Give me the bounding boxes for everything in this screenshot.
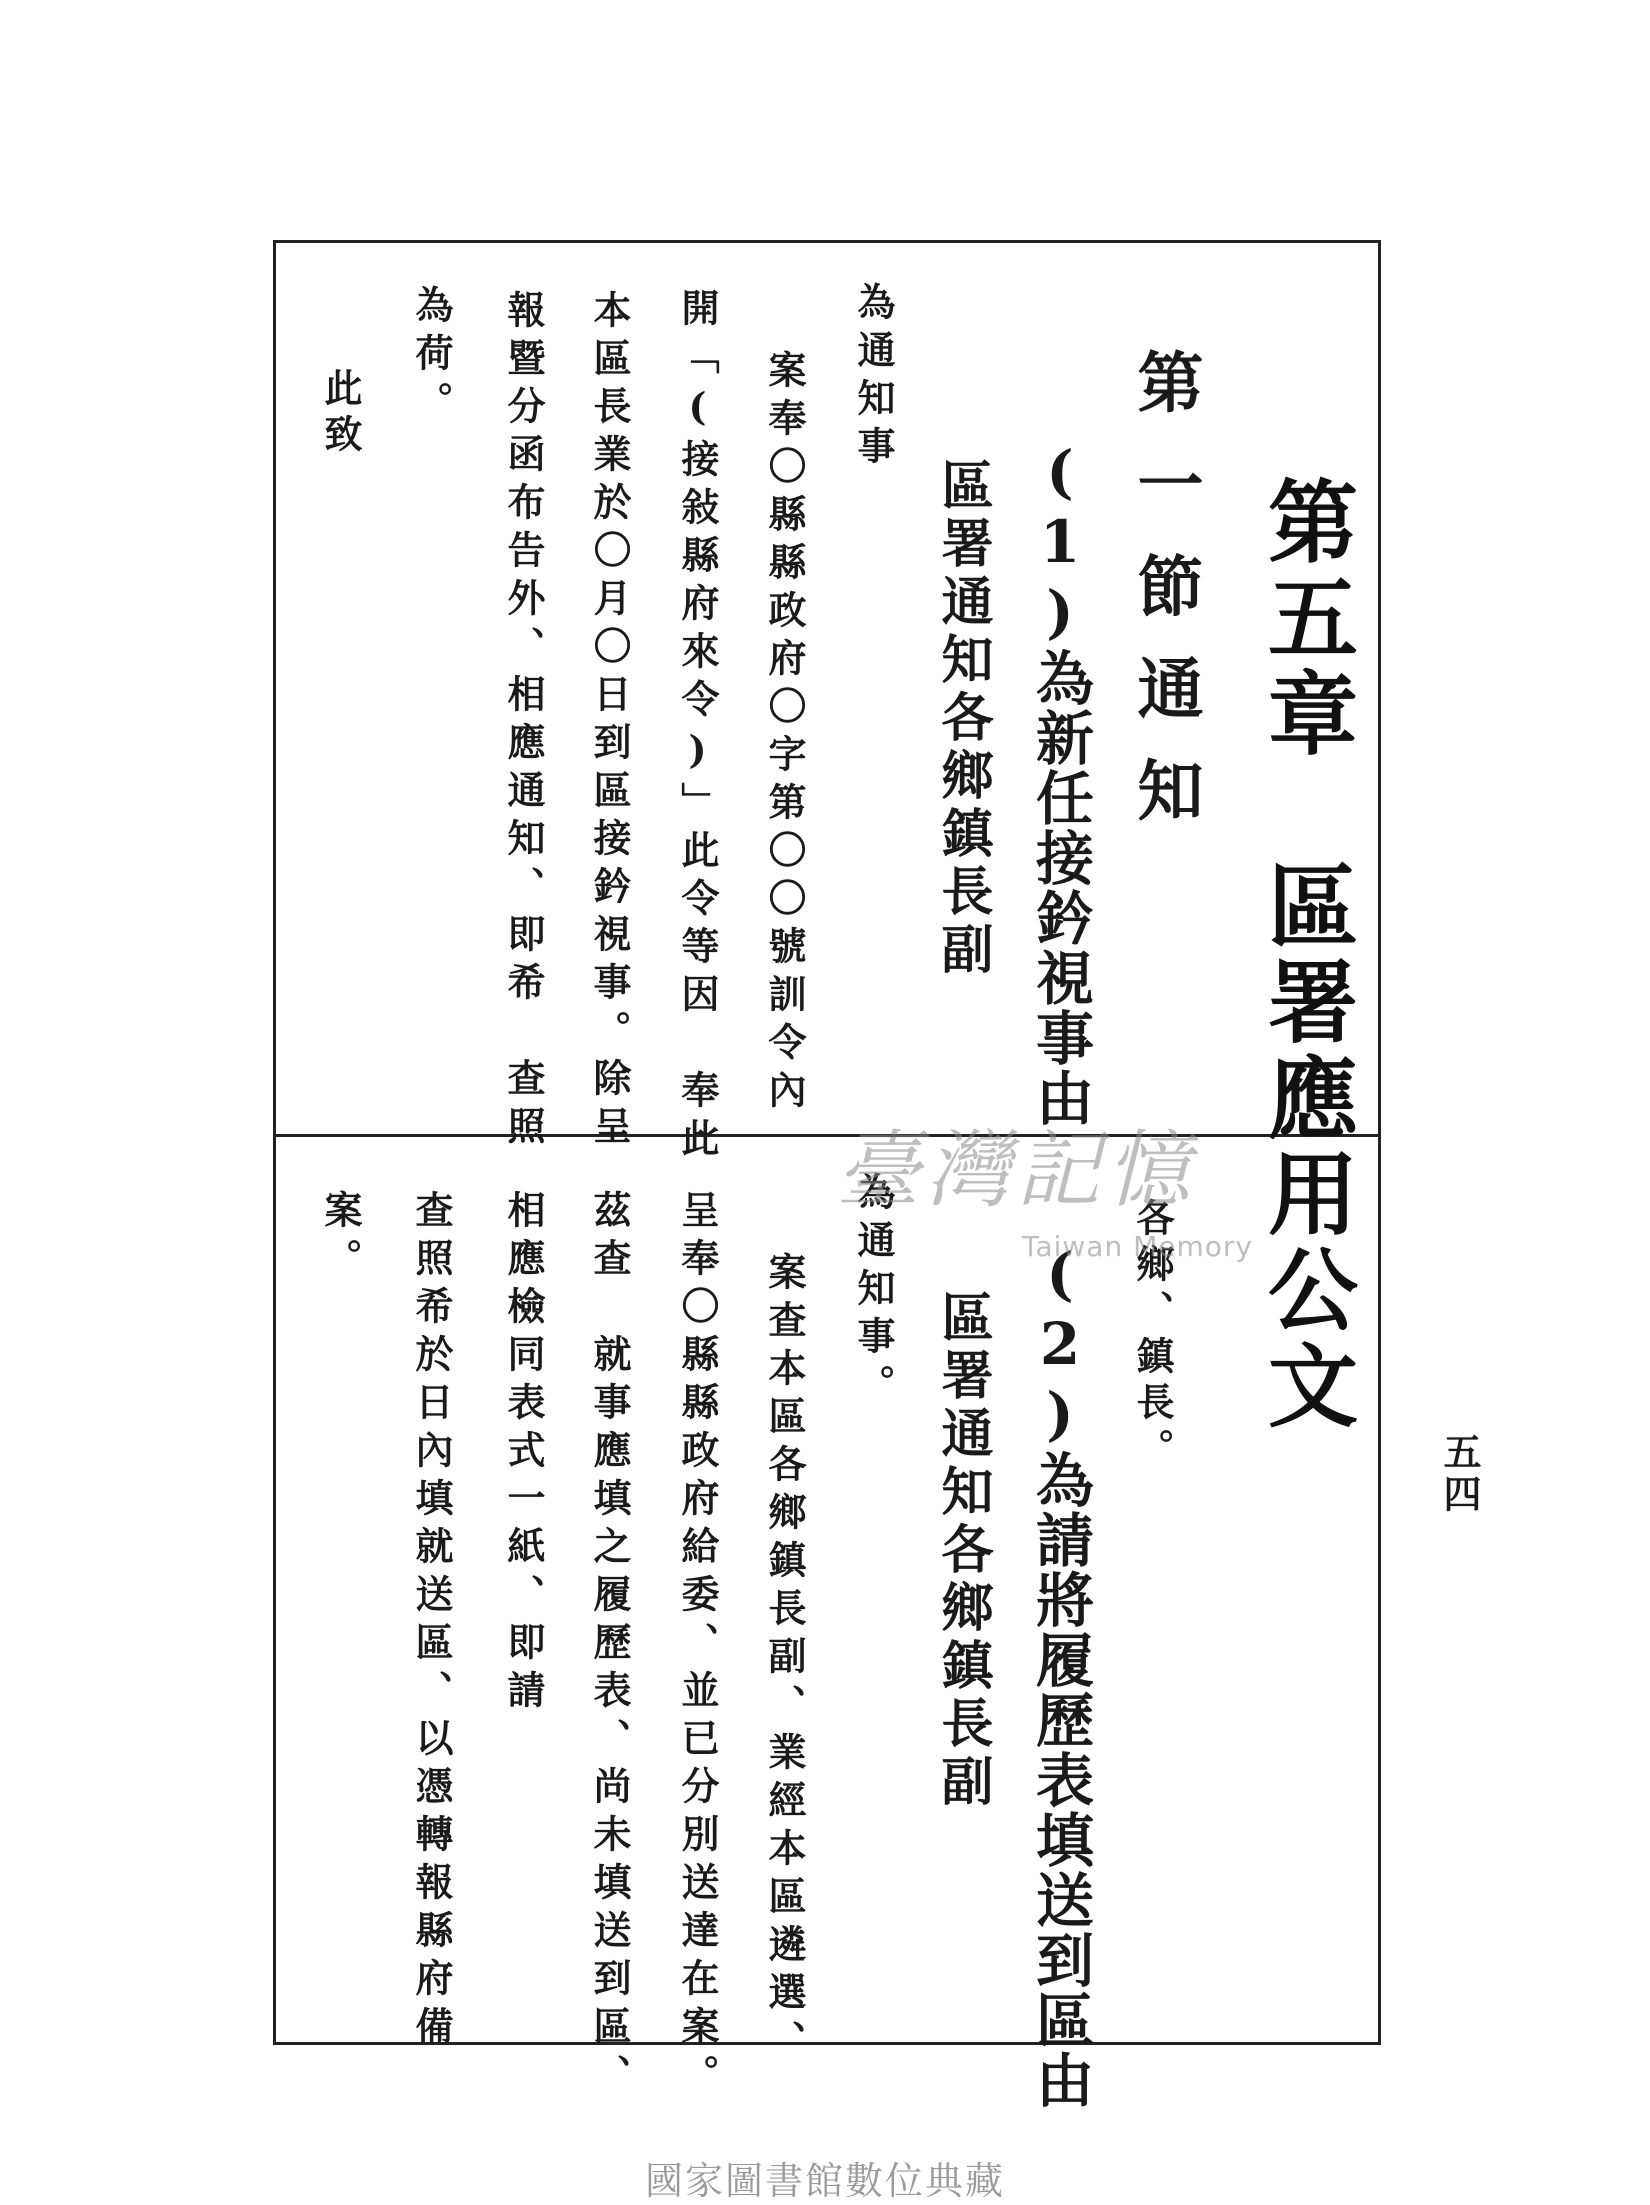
section-divider: [273, 1134, 1381, 1137]
notice2-line2: 呈奉〇縣縣政府給委、並已分別送達在案。: [675, 1190, 720, 2102]
notice2-line3: 茲查 就事應填之履歷表、尚未填送到區、: [587, 1190, 632, 2102]
notice2-addressee: 各鄉、鎮長。: [1130, 1198, 1175, 1474]
notice2-line4: 相應檢同表式一紙、即請: [501, 1190, 546, 1718]
notice2-subject: (2)為請將履歷表填送到區由: [1026, 1240, 1094, 2110]
page-number: 五四: [1437, 1432, 1482, 1516]
watermark-text-cn: 臺灣記憶: [836, 1121, 1197, 1219]
notice2-opening: 為通知事。: [851, 1172, 896, 1412]
notice2-authority: 區署通知各鄉鎮長副: [932, 1290, 993, 1812]
notice2-line6: 案。: [318, 1190, 363, 1286]
notice1-closing: 此致: [318, 368, 363, 460]
section-title: 第一節通知: [1126, 348, 1204, 858]
notice1-line4: 報暨分函布告外、相應通知、即希 查照: [501, 290, 546, 1154]
notice1-subject: (1)為新任接鈐視事由: [1026, 438, 1094, 1128]
notice1-line3: 本區長業於〇月〇日到區接鈐視事。除呈: [587, 290, 632, 1154]
notice1-line2: 開「(接敍縣府來令)」此令等因 奉此: [675, 288, 720, 1166]
chapter-title: 第五章 區署應用公文: [1252, 475, 1358, 1435]
notice2-line1: 案查本區各鄉鎮長副、業經本區遴選、: [762, 1252, 807, 2068]
notice1-authority: 區署通知各鄉鎮長副: [932, 458, 993, 980]
footer-credit: 國家圖書館數位典藏: [644, 2159, 1005, 2203]
notice1-line1: 案奉〇縣縣政府〇字第〇〇號訓令內: [762, 350, 807, 1118]
notice1-opening: 為通知事: [851, 282, 896, 474]
notice2-line5: 查照希於日內填就送區、以憑轉報縣府備: [409, 1190, 454, 2054]
notice1-line5: 為荷。: [409, 285, 454, 429]
watermark-text-en: Taiwan Memory: [1022, 1230, 1253, 1263]
